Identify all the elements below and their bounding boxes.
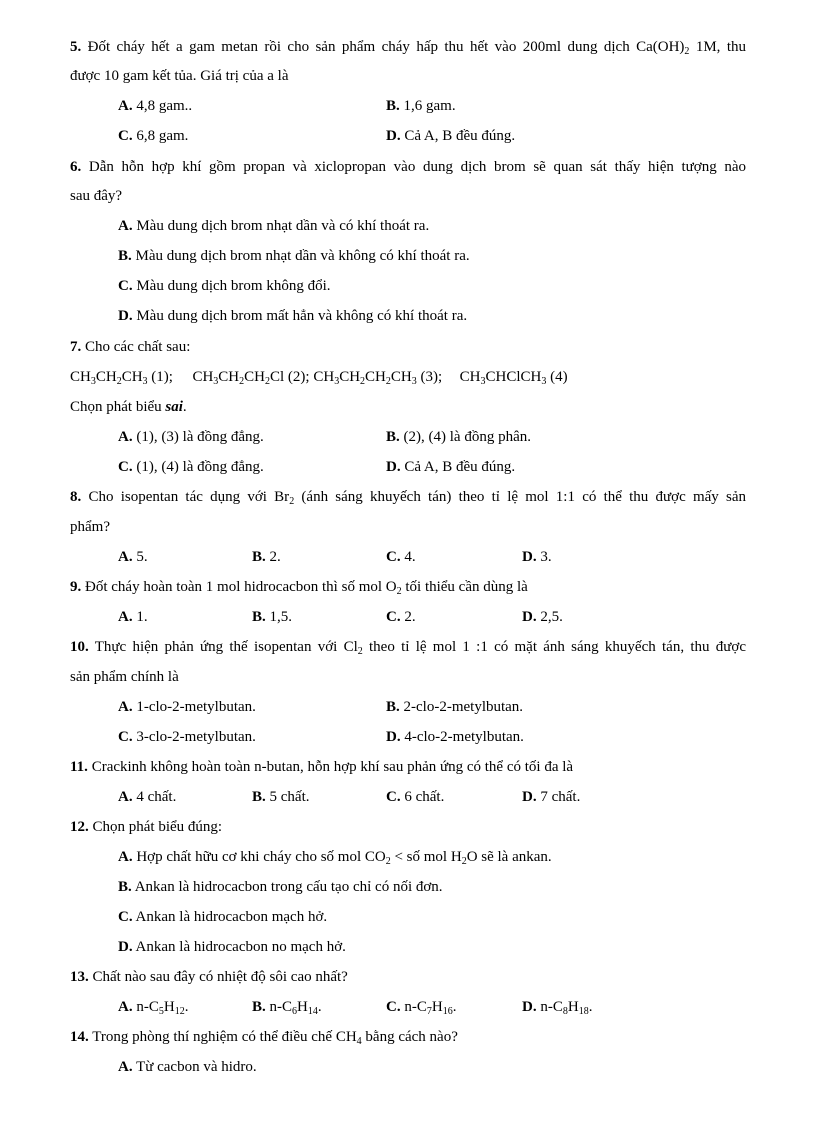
q12-option-b: B. Ankan là hidrocacbon trong cấu tạo chỉ có nối đơn.: [118, 879, 443, 895]
q8-option-d: D. 3.: [522, 549, 552, 565]
compound-2: $CH_3CH_2CH_2Cl$ (2);: [192, 369, 310, 387]
question-10-line-2: sản phẩm chính là: [70, 669, 179, 685]
compound-1: $CH_3CH_2CH_3$ (1);: [70, 369, 173, 387]
q9-option-b: B. 1,5.: [252, 609, 293, 625]
q12-option-a: A. Hợp chất hữu cơ khi cháy cho số mol $CO_2$ < số mol $H_2O$ sẽ là ankan.: [118, 849, 552, 867]
question-7-compounds: [70, 368, 568, 386]
question-5-line-2: được 10 gam kết tủa. Giá trị của a là: [70, 68, 289, 84]
question-14: 14. Trong phòng thí nghiệm có thể điều chế $CH_4$ bằng cách nào?: [70, 1029, 458, 1047]
q14-option-a: A. Từ cacbon và hidro.: [118, 1059, 257, 1075]
question-5: 5. Đốt cháy hết a gam metan rồi cho sản phẩm cháy hấp thu hết vào 200ml dung dịch $Ca(OH)_2$ 1M, thu: [70, 39, 746, 57]
q5-option-d: D. Cả A, B đều đúng.: [386, 128, 516, 144]
q8-option-a: A. 5.: [118, 549, 148, 565]
question-6-line-2: sau đây?: [70, 188, 123, 204]
q7-option-c: C. (1), (4) là đồng đẳng.: [118, 459, 264, 475]
q12-option-d: D. Ankan là hidrocacbon no mạch hở.: [118, 939, 346, 955]
q13-option-d: D. $n-C_8H_{18}$.: [522, 999, 593, 1017]
q10-option-a: A. 1-clo-2-metylbutan.: [118, 699, 256, 715]
question-6: 6. Dẫn hỗn hợp khí gồm propan và xiclopropan vào dung dịch brom sẽ quan sát thấy hiện tượng nào: [70, 159, 747, 175]
q11-option-d: D. 7 chất.: [522, 789, 581, 805]
q7-option-b: B. (2), (4) là đồng phân.: [386, 429, 531, 445]
q6-option-b: B. Màu dung dịch brom nhạt dần và không có khí thoát ra.: [118, 248, 470, 264]
question-7: 7. Cho các chất sau:: [70, 339, 191, 355]
q6-option-c: C. Màu dung dịch brom không đổi.: [118, 278, 331, 294]
question-13: 13. Chất nào sau đây có nhiệt độ sôi cao nhất?: [70, 969, 348, 985]
q10-option-d: D. 4-clo-2-metylbutan.: [386, 729, 524, 745]
q11-option-c: C. 6 chất.: [386, 789, 445, 805]
q6-option-d: D. Màu dung dịch brom mất hẳn và không có khí thoát ra.: [118, 308, 468, 324]
q5-option-c: C. 6,8 gam.: [118, 128, 189, 144]
question-12: 12. Chọn phát biểu đúng:: [70, 819, 223, 835]
q13-option-b: B. $n-C_6H_{14}$.: [252, 999, 322, 1017]
q13-option-a: A. $n-C_5H_{12}$.: [118, 999, 189, 1017]
q13-option-c: C. $n-C_7H_{16}$.: [386, 999, 457, 1017]
question-10: 10. Thực hiện phản ứng thế isopentan với $Cl_2$ theo tỉ lệ mol 1 :1 có mặt ánh sáng khuyếch tán, thu được: [70, 639, 746, 657]
q6-option-a: A. Màu dung dịch brom nhạt dần và có khí thoát ra.: [118, 218, 430, 234]
q11-option-a: A. 4 chất.: [118, 789, 177, 805]
q10-option-b: B. 2-clo-2-metylbutan.: [386, 699, 524, 715]
q9-option-d: D. 2,5.: [522, 609, 563, 625]
q5-option-b: B. 1,6 gam.: [386, 98, 456, 114]
q7-option-a: A. (1), (3) là đồng đẳng.: [118, 429, 264, 445]
q12-option-c: C. Ankan là hidrocacbon mạch hở.: [118, 909, 328, 925]
compound-4: $CH_3CHClCH_3$ (4): [459, 369, 568, 387]
compound-3: $CH_3CH_2CH_2CH_3$ (3);: [313, 369, 443, 387]
q8-option-c: C. 4.: [386, 549, 416, 565]
q5-option-a: A. 4,8 gam..: [118, 98, 193, 114]
question-11: 11. Crackinh không hoàn toàn n-butan, hỗn hợp khí sau phản ứng có thể có tối đa là: [70, 759, 574, 775]
question-8: 8. Cho isopentan tác dụng với $Br_2$ (ánh sáng khuyếch tán) theo tỉ lệ mol 1:1 có thể thu được mấy sản: [70, 489, 747, 507]
question-7-prompt: Chọn phát biểu sai.: [70, 399, 187, 415]
question-9: 9. Đốt cháy hoàn toàn 1 mol hidrocacbon thì số mol $O_2$ tối thiểu cần dùng là: [70, 579, 528, 597]
q10-option-c: C. 3-clo-2-metylbutan.: [118, 729, 256, 745]
q8-option-b: B. 2.: [252, 549, 281, 565]
q11-option-b: B. 5 chất.: [252, 789, 310, 805]
q9-option-c: C. 2.: [386, 609, 416, 625]
question-8-line-2: phẩm?: [70, 519, 110, 535]
q7-option-d: D. Cả A, B đều đúng.: [386, 459, 516, 475]
q9-option-a: A. 1.: [118, 609, 148, 625]
